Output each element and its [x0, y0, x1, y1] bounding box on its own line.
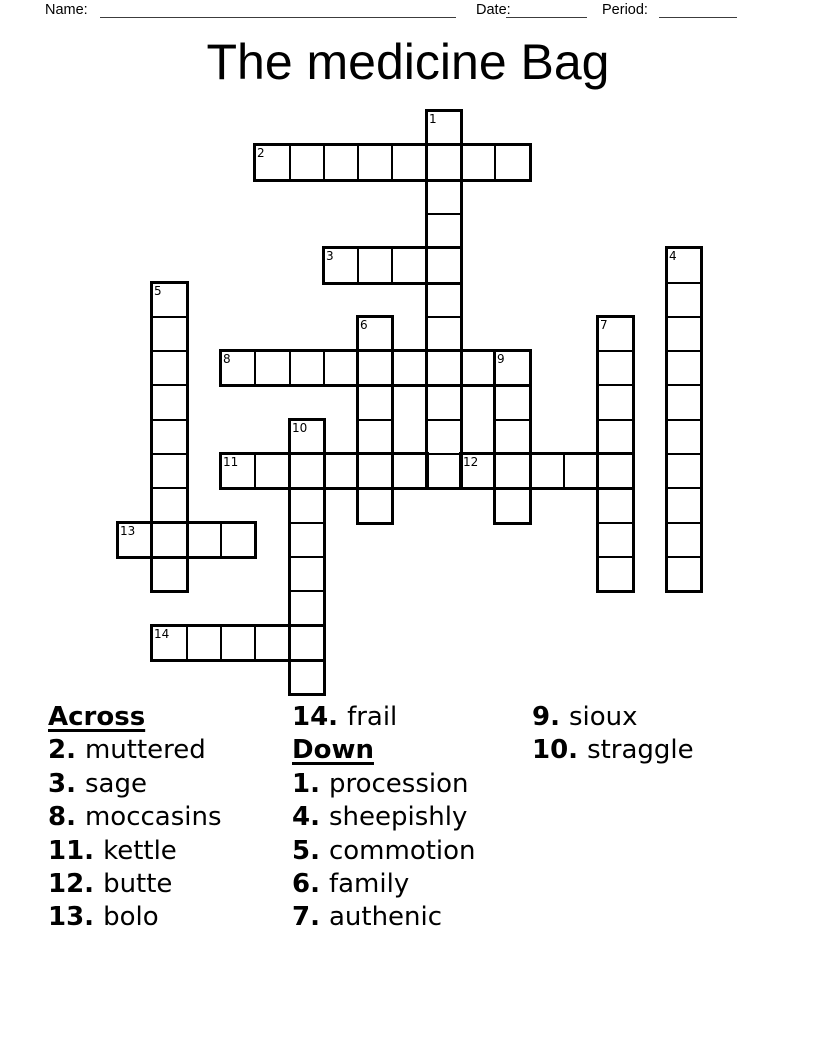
grid-cell	[289, 487, 325, 524]
clue-item	[292, 768, 532, 801]
cell-number-14: 14	[154, 627, 170, 641]
grid-cell	[151, 453, 188, 489]
clue-number: 13.	[48, 902, 95, 933]
cell-number-11: 11	[223, 455, 239, 469]
grid-cell	[597, 316, 634, 352]
grid-cell	[289, 350, 325, 386]
grid-cell	[289, 453, 325, 489]
grid-cell	[151, 556, 188, 592]
clue-column-2	[292, 701, 532, 935]
clue-list-header-across: Across	[48, 702, 146, 732]
cell-number-12: 12	[463, 455, 479, 469]
grid-cell	[666, 350, 702, 386]
cell-number-4: 4	[669, 249, 677, 263]
grid-cell	[666, 282, 702, 318]
puzzle-title: The medicine Bag	[206, 34, 610, 90]
grid-cell	[666, 247, 702, 284]
clue-item	[48, 801, 288, 834]
cell-number-7: 7	[600, 318, 608, 332]
grid-cell	[151, 282, 188, 318]
clue-text: sioux	[568, 702, 638, 732]
clue-text: family	[328, 869, 410, 900]
grid-cell	[357, 419, 393, 455]
clue-number: 10.	[532, 735, 579, 766]
grid-cell	[666, 453, 702, 489]
grid-cell	[323, 350, 359, 386]
grid-cell	[494, 350, 531, 386]
grid-cell	[151, 487, 188, 524]
clue-number: 2.	[48, 735, 76, 766]
grid-cell	[666, 522, 702, 558]
clue-item	[532, 734, 812, 767]
clue-item	[48, 835, 288, 868]
grid-cell	[597, 522, 634, 558]
grid-cell	[494, 384, 531, 421]
clue-item	[292, 901, 532, 934]
grid-cell	[426, 282, 462, 318]
cell-number-3: 3	[326, 249, 334, 263]
grid-cell	[289, 556, 325, 592]
grid-cell	[220, 453, 256, 489]
clue-number: 3.	[48, 768, 76, 799]
cell-number-6: 6	[360, 318, 368, 332]
grid-cell	[151, 625, 188, 661]
grid-cell	[391, 350, 428, 386]
grid-cell	[357, 350, 393, 386]
grid-cell	[666, 316, 702, 352]
grid-cell	[254, 144, 291, 181]
cell-number-10: 10	[292, 421, 308, 435]
clue-item	[292, 835, 532, 868]
grid-cell	[151, 316, 188, 352]
grid-cell	[254, 350, 291, 386]
grid-cell	[597, 487, 634, 524]
grid-cell	[391, 247, 428, 284]
clue-text: muttered	[84, 735, 206, 766]
clue-item	[48, 734, 288, 767]
grid-cell	[357, 316, 393, 352]
clue-number: 8.	[48, 802, 76, 833]
grid-cell	[186, 522, 222, 558]
clue-item	[48, 901, 288, 934]
grid-cell	[357, 487, 393, 524]
grid-cell	[666, 419, 702, 455]
grid-cell	[426, 247, 462, 284]
grid-cell	[597, 419, 634, 455]
clue-text: moccasins	[84, 802, 222, 833]
clue-text: procession	[328, 768, 469, 799]
clue-text: commotion	[328, 835, 476, 866]
clue-column-3	[532, 701, 812, 768]
clue-number: 12.	[48, 869, 95, 900]
grid-cell	[494, 487, 531, 524]
clue-text: sage	[84, 768, 147, 799]
grid-cell	[357, 144, 393, 181]
clue-text: bolo	[103, 902, 159, 933]
cell-number-2: 2	[257, 146, 265, 160]
clue-number: 9.	[532, 702, 560, 732]
clue-text: frail	[347, 702, 398, 732]
grid-cell	[426, 213, 462, 249]
grid-cell	[426, 350, 462, 386]
grid-cell	[597, 384, 634, 421]
grid-cell	[597, 556, 634, 592]
grid-cell	[426, 384, 462, 421]
grid-cell	[151, 522, 188, 558]
grid-cell	[289, 590, 325, 627]
clue-number: 4.	[292, 802, 320, 833]
period-label: Period:	[602, 2, 648, 18]
clue-number: 11.	[48, 835, 95, 866]
cell-number-5: 5	[154, 284, 162, 298]
grid-cell	[460, 144, 496, 181]
grid-cell	[391, 144, 428, 181]
grid-cell	[666, 556, 702, 592]
grid-cell	[151, 350, 188, 386]
grid-cell	[460, 453, 496, 489]
grid-cell	[117, 522, 153, 558]
grid-cell	[426, 179, 462, 215]
cell-number-13: 13	[120, 524, 136, 538]
grid-cell	[426, 110, 462, 146]
clue-text: butte	[103, 869, 173, 900]
grid-cell	[357, 247, 393, 284]
clue-number: 7.	[292, 902, 320, 933]
grid-cell	[220, 350, 256, 386]
grid-cell	[391, 453, 428, 489]
grid-cell	[494, 144, 531, 181]
grid-cell	[289, 625, 325, 661]
grid-cell	[426, 144, 462, 181]
clue-item	[292, 801, 532, 834]
grid-cell	[666, 487, 702, 524]
grid-cell	[323, 453, 359, 489]
grid-cell	[220, 522, 256, 558]
grid-cell	[426, 453, 462, 489]
clue-number: 1.	[292, 768, 320, 799]
grid-cell	[426, 419, 462, 455]
grid-cell	[563, 453, 599, 489]
grid-cell	[323, 144, 359, 181]
clue-number: 14.	[292, 702, 339, 732]
date-label: Date:	[476, 2, 511, 18]
grid-cell	[254, 453, 291, 489]
clue-text: kettle	[103, 835, 177, 866]
grid-cell	[494, 453, 531, 489]
clue-item	[532, 701, 812, 734]
clue-text: authenic	[328, 902, 443, 933]
name-label: Name:	[45, 2, 88, 18]
clue-item	[48, 768, 288, 801]
clue-number: 5.	[292, 835, 320, 866]
grid-cell	[323, 247, 359, 284]
grid-cell	[494, 419, 531, 455]
grid-cell	[460, 350, 496, 386]
grid-cell	[289, 144, 325, 181]
clue-number: 6.	[292, 869, 320, 900]
grid-cell	[151, 384, 188, 421]
clue-item	[48, 868, 288, 901]
grid-cell	[357, 384, 393, 421]
clue-text: straggle	[587, 735, 694, 766]
grid-cell	[254, 625, 291, 661]
grid-cell	[289, 522, 325, 558]
grid-cell	[186, 625, 222, 661]
clue-list-header-down: Down	[292, 735, 374, 766]
cell-number-9: 9	[497, 352, 505, 366]
clue-item	[292, 701, 532, 734]
grid-cell	[666, 384, 702, 421]
grid-cell	[529, 453, 565, 489]
clue-column-1	[48, 701, 288, 935]
cell-number-1: 1	[429, 112, 437, 126]
grid-cell	[220, 625, 256, 661]
grid-cell	[357, 453, 393, 489]
grid-cell	[289, 659, 325, 695]
grid-cell	[597, 453, 634, 489]
grid-cell	[289, 419, 325, 455]
clue-item	[292, 868, 532, 901]
cell-number-8: 8	[223, 352, 231, 366]
grid-cell	[426, 316, 462, 352]
clue-text: sheepishly	[328, 802, 468, 833]
grid-cell	[151, 419, 188, 455]
grid-cell	[597, 350, 634, 386]
